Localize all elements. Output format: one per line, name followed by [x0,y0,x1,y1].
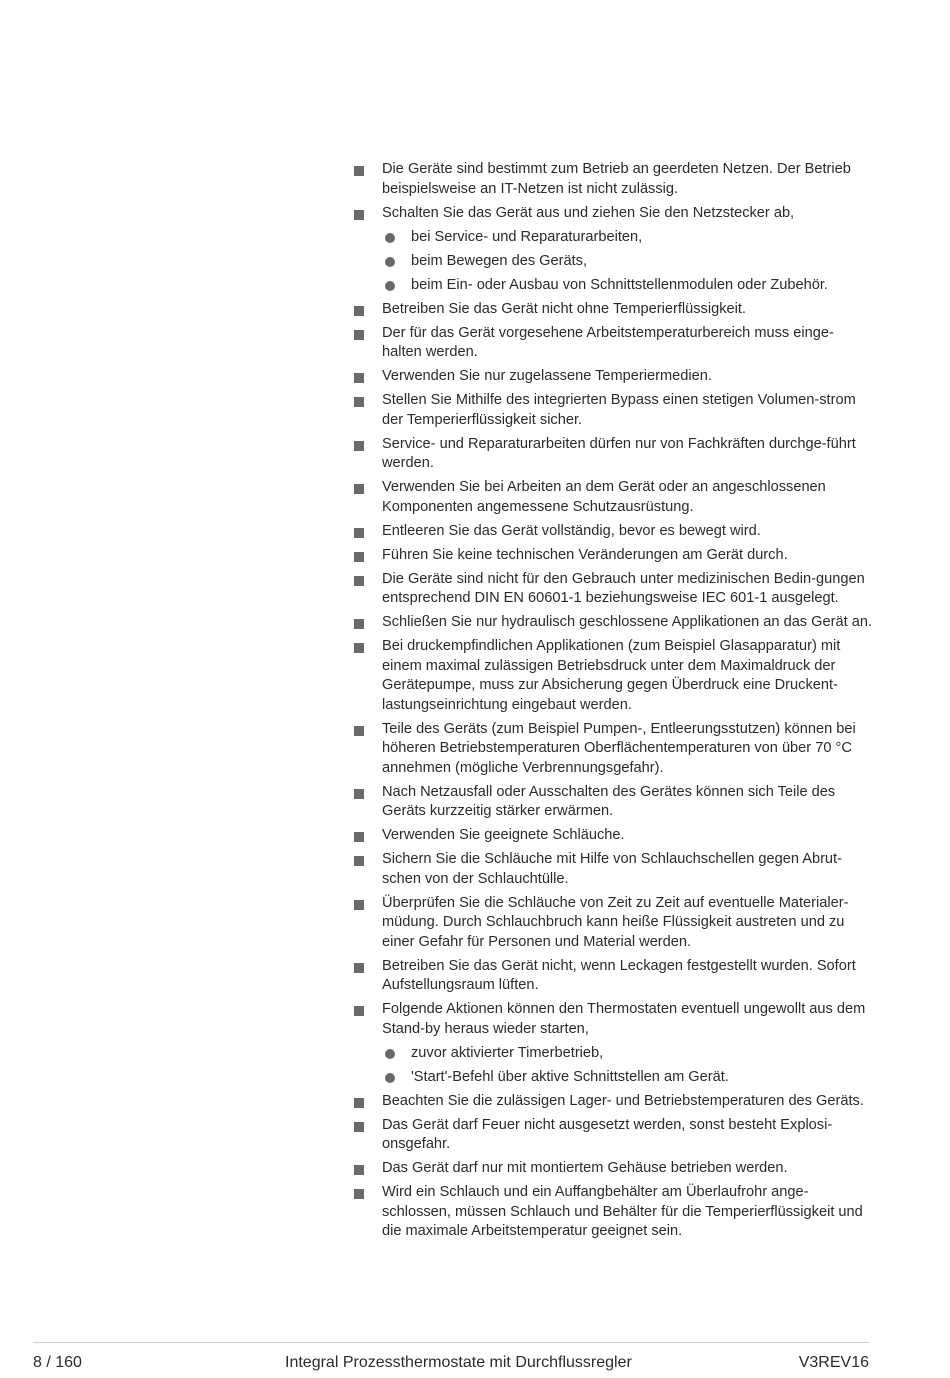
square-bullet-icon [354,484,364,494]
sub-list-item-text: zuvor aktivierter Timerbetrieb, [411,1044,604,1061]
list-item [352,1092,872,1112]
square-bullet-icon [354,789,364,799]
sub-list-item [382,1068,872,1088]
list-item-text: Die Geräte sind bestimmt zum Betrieb an geerdeten Netzen. Der Betrieb beispielsweise an IT-Netzen ist nicht zulässig. [382,161,851,197]
sub-list-item-text: beim Bewegen des Geräts, [411,252,588,269]
list-item [352,367,872,387]
list-item [352,546,872,566]
list-item-text: Bei druckempfindlichen Applikationen (zum Beispiel Glasapparatur) mit einem maximal zulässigen Betriebsdruck unter dem Maximaldruck der Gerätepumpe, muss zur Absicherung gegen Überdruck eine Druckent-lastungseinrichtung eingebaut werden. [382,638,841,713]
footer-divider [33,1342,869,1343]
list-item [352,300,872,320]
list-item-text: Beachten Sie die zulässigen Lager- und Betriebstemperaturen des Geräts. [382,1092,864,1109]
list-item [352,324,872,363]
list-item-text: Stellen Sie Mithilfe des integrierten Bypass einen stetigen Volumen-strom der Temperierflüssigkeit sicher. [382,392,856,428]
list-item-text: Service- und Reparaturarbeiten dürfen nur von Fachkräften durchge-führt werden. [382,435,856,471]
square-bullet-icon [354,441,364,451]
square-bullet-icon [354,1122,364,1132]
sub-list [382,228,872,296]
list-item-text: Überprüfen Sie die Schläuche von Zeit zu Zeit auf eventuelle Materialer-müdung. Durch Schlauchbruch kann heiße Flüssigkeit austreten und zu einer Gefahr für Personen und Material werden. [382,894,849,950]
list-item [352,1000,872,1087]
square-bullet-icon [354,373,364,383]
square-bullet-icon [354,576,364,586]
square-bullet-icon [354,306,364,316]
square-bullet-icon [354,330,364,340]
list-item [352,783,872,822]
list-item-text: Verwenden Sie nur zugelassene Temperiermedien. [382,368,712,384]
list-item-text: Wird ein Schlauch und ein Auffangbehälter am Überlaufrohr ange-schlossen, müssen Schlauch und Behälter für die Temperierflüssigkeit und die maximale Arbeitstemperatur geeignet sein. [382,1184,863,1239]
list-item-text: Die Geräte sind nicht für den Gebrauch unter medizinischen Bedin-gungen entsprechend DIN EN 60601-1 beziehungsweise IEC 601-1 ausgelegt. [382,570,865,606]
list-item [352,720,872,779]
document-revision: V3REV16 [798,1354,869,1371]
list-item-text: Führen Sie keine technischen Veränderungen am Gerät durch. [382,546,788,563]
list-item [352,1116,872,1155]
list-item [352,1159,872,1179]
list-item [352,850,872,889]
square-bullet-icon [354,856,364,866]
document-title: Integral Prozessthermostate mit Durchflussregler [285,1354,632,1371]
list-item-text: Nach Netzausfall oder Ausschalten des Gerätes können sich Teile des Geräts kurzzeitig stärker erwärmen. [382,783,836,819]
square-bullet-icon [354,832,364,842]
sub-list-item [382,228,872,248]
square-bullet-icon [354,1098,364,1108]
sub-list-item-text: beim Ein- oder Ausbau von Schnittstellenmodulen oder Zubehör. [411,276,828,293]
square-bullet-icon [354,963,364,973]
list-item [352,637,872,715]
list-item [352,613,872,633]
square-bullet-icon [354,397,364,407]
list-item [352,435,872,474]
square-bullet-icon [354,166,364,176]
list-item [352,204,872,296]
square-bullet-icon [354,726,364,736]
sub-list-item [382,252,872,272]
list-item [352,522,872,542]
square-bullet-icon [354,619,364,629]
square-bullet-icon [354,900,364,910]
square-bullet-icon [354,552,364,562]
sub-list-item [382,276,872,296]
square-bullet-icon [354,1006,364,1016]
list-item [352,391,872,430]
list-item-text: Das Gerät darf Feuer nicht ausgesetzt werden, sonst besteht Explosi-onsgefahr. [382,1116,833,1152]
list-item [352,570,872,609]
round-bullet-icon [385,233,395,243]
page-number: 8 / 160 [33,1354,82,1371]
list-item-text: Das Gerät darf nur mit montiertem Gehäuse betrieben werden. [382,1160,788,1176]
square-bullet-icon [354,210,364,220]
square-bullet-icon [354,1189,364,1199]
round-bullet-icon [385,281,395,291]
list-item-text: Verwenden Sie geeignete Schläuche. [382,827,625,843]
sub-list [382,1044,872,1088]
list-item-text: Der für das Gerät vorgesehene Arbeitstemperaturbereich muss einge-halten werden. [382,324,834,360]
list-item [352,1183,872,1242]
list-item-text: Sichern Sie die Schläuche mit Hilfe von Schlauchschellen gegen Abrut-schen von der Schlauchtülle. [382,851,842,887]
list-item [352,957,872,996]
list-item [352,826,872,846]
round-bullet-icon [385,1049,395,1059]
safety-instructions-list [352,160,872,1246]
list-item-text: Folgende Aktionen können den Thermostaten eventuell ungewollt aus dem Stand-by heraus wieder starten, [382,1001,866,1037]
square-bullet-icon [354,528,364,538]
list-item [352,160,872,199]
square-bullet-icon [354,1165,364,1175]
list-item-text: Verwenden Sie bei Arbeiten an dem Gerät oder an angeschlossenen Komponenten angemessene Schutzausrüstung. [382,479,826,515]
sub-list-item-text: bei Service- und Reparaturarbeiten, [411,228,643,245]
list-item-text: Teile des Geräts (zum Beispiel Pumpen-, Entleerungsstutzen) können bei höheren Betriebstemperaturen Oberflächentemperaturen von über 70 °C annehmen (mögliche Verbrennungsgefahr). [382,720,856,776]
list-item-text: Entleeren Sie das Gerät vollständig, bevor es bewegt wird. [382,522,761,539]
round-bullet-icon [385,1073,395,1083]
list-item-text: Betreiben Sie das Gerät nicht ohne Temperierflüssigkeit. [382,300,746,317]
list-item [352,478,872,517]
page-footer [33,1354,869,1378]
list-item-text: Betreiben Sie das Gerät nicht, wenn Leckagen festgestellt wurden. Sofort Aufstellungsraum lüften. [382,957,856,993]
sub-list-item [382,1044,872,1064]
list-item [352,894,872,953]
square-bullet-icon [354,643,364,653]
round-bullet-icon [385,257,395,267]
list-item-text: Schließen Sie nur hydraulisch geschlossene Applikationen an das Gerät an. [382,614,873,630]
sub-list-item-text: 'Start'-Befehl über aktive Schnittstellen am Gerät. [411,1068,729,1085]
list-item-text: Schalten Sie das Gerät aus und ziehen Sie den Netzstecker ab, [382,204,795,221]
